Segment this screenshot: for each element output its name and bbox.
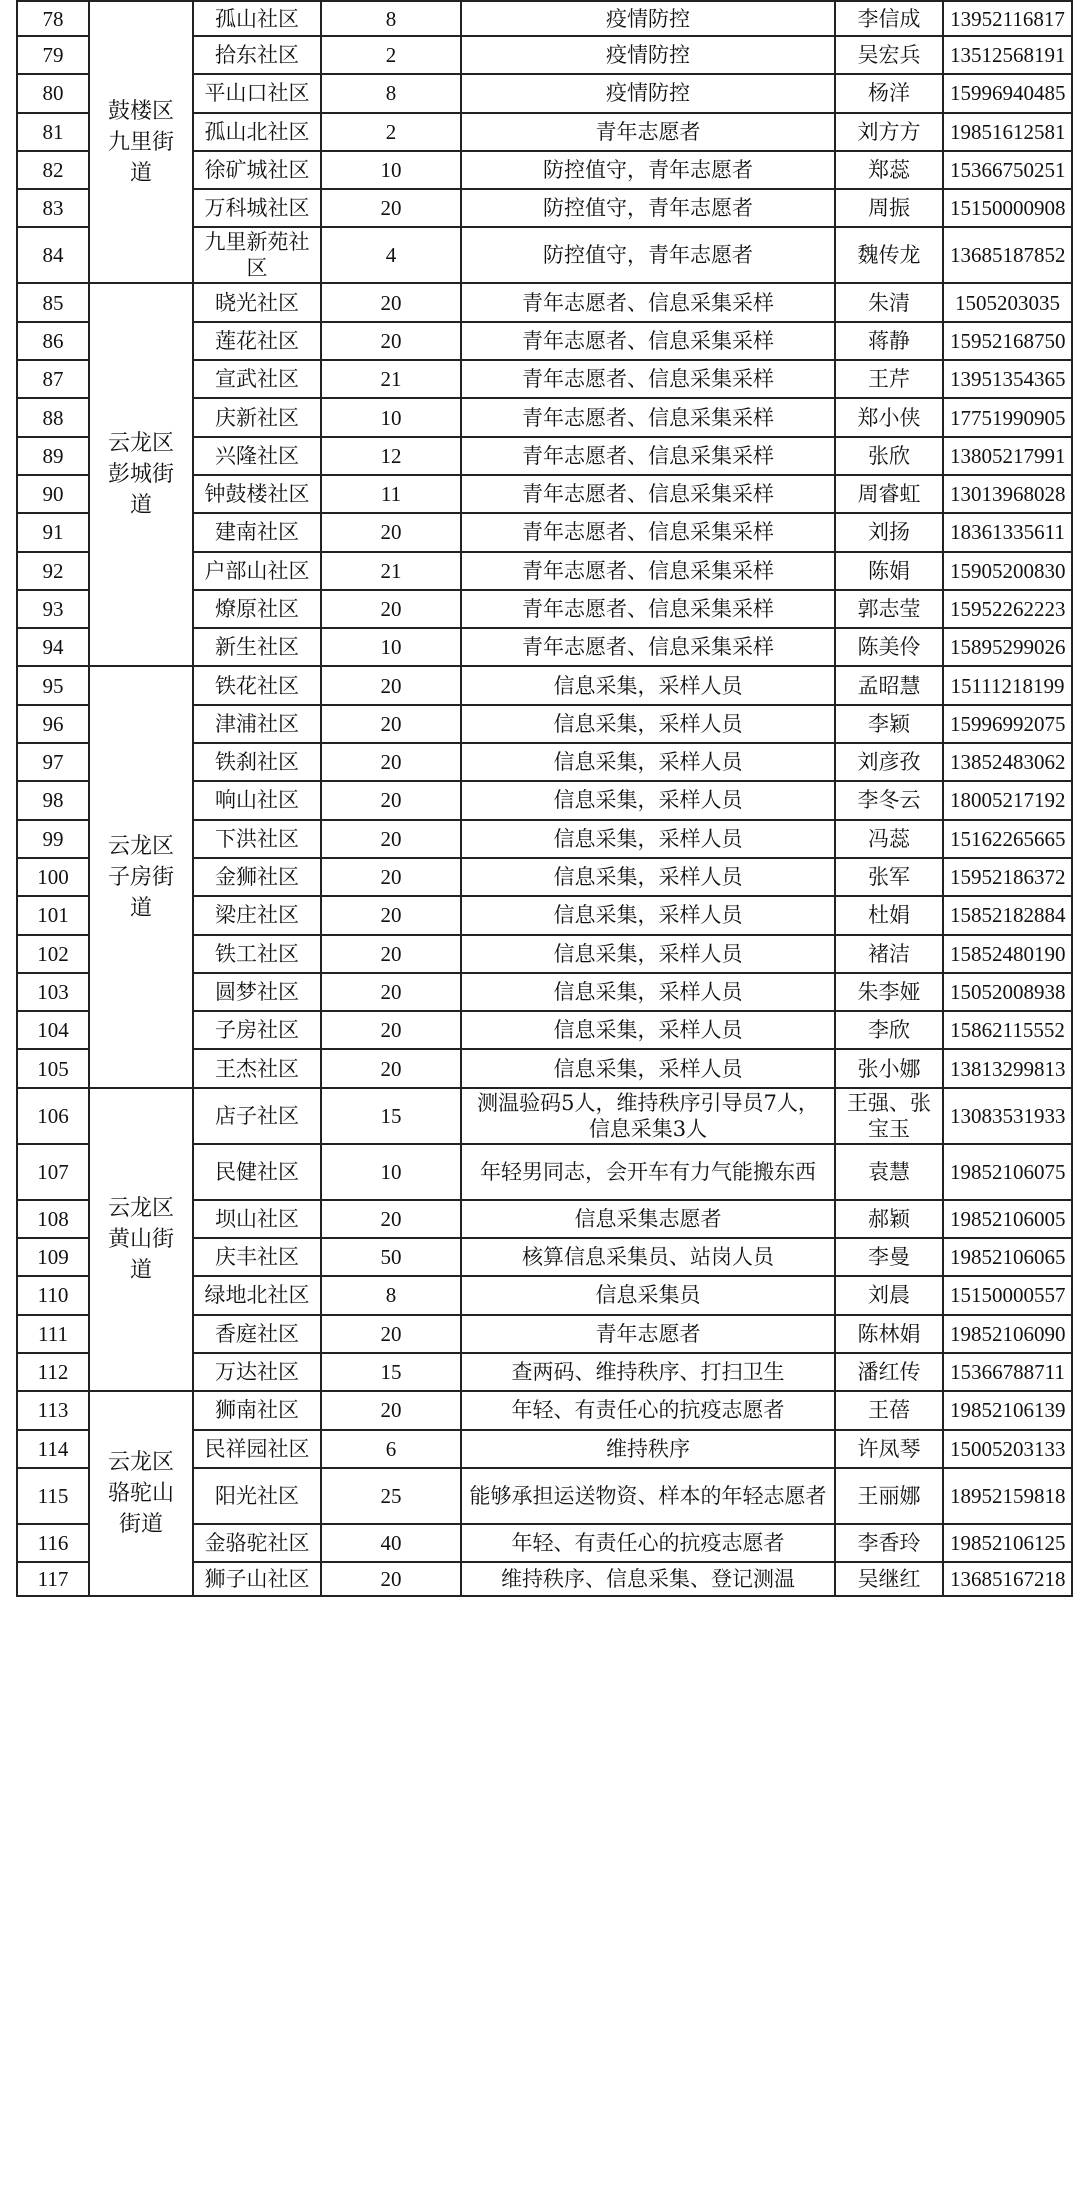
contact-cell: 李曼 [835, 1238, 943, 1276]
phone-cell: 15366750251 [943, 151, 1072, 189]
task-cell: 青年志愿者 [461, 1315, 835, 1353]
phone-cell: 13805217991 [943, 437, 1072, 475]
row-number: 95 [17, 666, 89, 704]
contact-cell: 王蓓 [835, 1391, 943, 1429]
row-number: 85 [17, 283, 89, 321]
count-cell: 10 [321, 151, 461, 189]
community-cell: 绿地北社区 [193, 1276, 321, 1314]
row-number: 107 [17, 1144, 89, 1200]
count-cell: 20 [321, 513, 461, 551]
contact-cell: 刘晨 [835, 1276, 943, 1314]
contact-cell: 郑小侠 [835, 398, 943, 436]
row-number: 105 [17, 1049, 89, 1087]
contact-cell: 杜娟 [835, 896, 943, 934]
count-cell: 25 [321, 1468, 461, 1524]
task-cell: 信息采集，采样人员 [461, 781, 835, 819]
task-cell: 维持秩序 [461, 1430, 835, 1468]
task-cell: 信息采集，采样人员 [461, 705, 835, 743]
contact-cell: 王芹 [835, 360, 943, 398]
row-number: 103 [17, 973, 89, 1011]
community-cell: 平山口社区 [193, 74, 321, 112]
contact-cell: 吴宏兵 [835, 36, 943, 74]
count-cell: 10 [321, 398, 461, 436]
row-number: 114 [17, 1430, 89, 1468]
phone-cell: 13952116817 [943, 1, 1072, 36]
task-cell: 年轻男同志，会开车有力气能搬东西 [461, 1144, 835, 1200]
contact-cell: 郭志莹 [835, 590, 943, 628]
contact-cell: 李冬云 [835, 781, 943, 819]
community-cell: 新生社区 [193, 628, 321, 666]
task-cell: 维持秩序、信息采集、登记测温 [461, 1562, 835, 1596]
contact-cell: 袁慧 [835, 1144, 943, 1200]
table-body [17, 1, 1072, 1596]
row-number: 108 [17, 1200, 89, 1238]
community-cell: 梁庄社区 [193, 896, 321, 934]
task-cell: 信息采集，采样人员 [461, 858, 835, 896]
contact-cell: 李信成 [835, 1, 943, 36]
phone-cell: 13685187852 [943, 227, 1072, 283]
community-cell: 坝山社区 [193, 1200, 321, 1238]
task-cell: 年轻、有责任心的抗疫志愿者 [461, 1391, 835, 1429]
count-cell: 8 [321, 1, 461, 36]
task-cell: 防控值守，青年志愿者 [461, 227, 835, 283]
contact-cell: 张军 [835, 858, 943, 896]
task-cell: 疫情防控 [461, 1, 835, 36]
phone-cell: 15952186372 [943, 858, 1072, 896]
row-number: 88 [17, 398, 89, 436]
count-cell: 10 [321, 628, 461, 666]
row-number: 92 [17, 552, 89, 590]
row-number: 96 [17, 705, 89, 743]
contact-cell: 陈林娟 [835, 1315, 943, 1353]
row-number: 94 [17, 628, 89, 666]
row-number: 102 [17, 935, 89, 973]
row-number: 97 [17, 743, 89, 781]
task-cell: 能够承担运送物资、样本的年轻志愿者 [461, 1468, 835, 1524]
community-cell: 兴隆社区 [193, 437, 321, 475]
volunteer-table [16, 0, 1073, 1597]
contact-cell: 杨洋 [835, 74, 943, 112]
count-cell: 21 [321, 360, 461, 398]
community-cell: 户部山社区 [193, 552, 321, 590]
contact-cell: 冯蕊 [835, 820, 943, 858]
count-cell: 12 [321, 437, 461, 475]
phone-cell: 13852483062 [943, 743, 1072, 781]
task-cell: 青年志愿者、信息采集采样 [461, 398, 835, 436]
phone-cell: 15150000908 [943, 189, 1072, 227]
count-cell: 50 [321, 1238, 461, 1276]
community-cell: 莲花社区 [193, 322, 321, 360]
task-cell: 青年志愿者 [461, 113, 835, 151]
contact-cell: 李颖 [835, 705, 943, 743]
count-cell: 20 [321, 705, 461, 743]
row-number: 115 [17, 1468, 89, 1524]
phone-cell: 13083531933 [943, 1088, 1072, 1144]
phone-cell: 19852106005 [943, 1200, 1072, 1238]
row-number: 89 [17, 437, 89, 475]
count-cell: 20 [321, 1315, 461, 1353]
contact-cell: 刘扬 [835, 513, 943, 551]
task-cell: 青年志愿者、信息采集采样 [461, 360, 835, 398]
row-number: 99 [17, 820, 89, 858]
community-cell: 下洪社区 [193, 820, 321, 858]
community-cell: 万科城社区 [193, 189, 321, 227]
contact-cell: 刘彦孜 [835, 743, 943, 781]
task-cell: 信息采集，采样人员 [461, 820, 835, 858]
street-cell: 云龙区骆驼山街道 [89, 1391, 193, 1596]
task-cell: 信息采集员 [461, 1276, 835, 1314]
count-cell: 20 [321, 590, 461, 628]
community-cell: 庆新社区 [193, 398, 321, 436]
community-cell: 子房社区 [193, 1011, 321, 1049]
row-number: 104 [17, 1011, 89, 1049]
row-number: 98 [17, 781, 89, 819]
phone-cell: 13512568191 [943, 36, 1072, 74]
row-number: 80 [17, 74, 89, 112]
contact-cell: 张欣 [835, 437, 943, 475]
row-number: 82 [17, 151, 89, 189]
community-cell: 九里新苑社区 [193, 227, 321, 283]
task-cell: 核算信息采集员、站岗人员 [461, 1238, 835, 1276]
count-cell: 20 [321, 189, 461, 227]
community-cell: 香庭社区 [193, 1315, 321, 1353]
community-cell: 金骆驼社区 [193, 1524, 321, 1562]
task-cell: 防控值守，青年志愿者 [461, 151, 835, 189]
street-cell: 云龙区彭城街道 [89, 283, 193, 666]
community-cell: 圆梦社区 [193, 973, 321, 1011]
row-number: 84 [17, 227, 89, 283]
phone-cell: 15852182884 [943, 896, 1072, 934]
phone-cell: 19851612581 [943, 113, 1072, 151]
contact-cell: 潘红传 [835, 1353, 943, 1391]
contact-cell: 许凤琴 [835, 1430, 943, 1468]
count-cell: 20 [321, 1011, 461, 1049]
task-cell: 年轻、有责任心的抗疫志愿者 [461, 1524, 835, 1562]
contact-cell: 朱李娅 [835, 973, 943, 1011]
contact-cell: 孟昭慧 [835, 666, 943, 704]
phone-cell: 15862115552 [943, 1011, 1072, 1049]
count-cell: 20 [321, 935, 461, 973]
phone-cell: 15005203133 [943, 1430, 1072, 1468]
contact-cell: 魏传龙 [835, 227, 943, 283]
table-row [17, 1, 1072, 36]
row-number: 113 [17, 1391, 89, 1429]
count-cell: 40 [321, 1524, 461, 1562]
community-cell: 建南社区 [193, 513, 321, 551]
community-cell: 徐矿城社区 [193, 151, 321, 189]
street-cell: 鼓楼区九里街道 [89, 1, 193, 283]
contact-cell: 吴继红 [835, 1562, 943, 1596]
community-cell: 燎原社区 [193, 590, 321, 628]
task-cell: 青年志愿者、信息采集采样 [461, 283, 835, 321]
phone-cell: 13013968028 [943, 475, 1072, 513]
row-number: 111 [17, 1315, 89, 1353]
row-number: 116 [17, 1524, 89, 1562]
community-cell: 万达社区 [193, 1353, 321, 1391]
phone-cell: 15996992075 [943, 705, 1072, 743]
row-number: 109 [17, 1238, 89, 1276]
count-cell: 8 [321, 74, 461, 112]
phone-cell: 15905200830 [943, 552, 1072, 590]
task-cell: 青年志愿者、信息采集采样 [461, 475, 835, 513]
row-number: 112 [17, 1353, 89, 1391]
row-number: 106 [17, 1088, 89, 1144]
count-cell: 6 [321, 1430, 461, 1468]
community-cell: 宣武社区 [193, 360, 321, 398]
row-number: 117 [17, 1562, 89, 1596]
contact-cell: 周睿虹 [835, 475, 943, 513]
community-cell: 孤山社区 [193, 1, 321, 36]
count-cell: 20 [321, 781, 461, 819]
task-cell: 青年志愿者、信息采集采样 [461, 513, 835, 551]
community-cell: 铁工社区 [193, 935, 321, 973]
phone-cell: 15366788711 [943, 1353, 1072, 1391]
contact-cell: 蒋静 [835, 322, 943, 360]
row-number: 110 [17, 1276, 89, 1314]
row-number: 87 [17, 360, 89, 398]
count-cell: 20 [321, 1200, 461, 1238]
count-cell: 20 [321, 896, 461, 934]
count-cell: 10 [321, 1144, 461, 1200]
table-row [17, 1391, 1072, 1429]
row-number: 100 [17, 858, 89, 896]
row-number: 83 [17, 189, 89, 227]
phone-cell: 15952262223 [943, 590, 1072, 628]
count-cell: 2 [321, 113, 461, 151]
phone-cell: 17751990905 [943, 398, 1072, 436]
street-cell: 云龙区子房街道 [89, 666, 193, 1087]
task-cell: 信息采集志愿者 [461, 1200, 835, 1238]
task-cell: 信息采集，采样人员 [461, 896, 835, 934]
contact-cell: 郝颖 [835, 1200, 943, 1238]
count-cell: 20 [321, 973, 461, 1011]
contact-cell: 陈娟 [835, 552, 943, 590]
count-cell: 15 [321, 1353, 461, 1391]
phone-cell: 13951354365 [943, 360, 1072, 398]
count-cell: 20 [321, 858, 461, 896]
phone-cell: 19852106065 [943, 1238, 1072, 1276]
count-cell: 20 [321, 1049, 461, 1087]
phone-cell: 18952159818 [943, 1468, 1072, 1524]
row-number: 78 [17, 1, 89, 36]
phone-cell: 15111218199 [943, 666, 1072, 704]
community-cell: 王杰社区 [193, 1049, 321, 1087]
community-cell: 狮子山社区 [193, 1562, 321, 1596]
contact-cell: 周振 [835, 189, 943, 227]
task-cell: 信息采集，采样人员 [461, 666, 835, 704]
community-cell: 钟鼓楼社区 [193, 475, 321, 513]
row-number: 81 [17, 113, 89, 151]
task-cell: 信息采集，采样人员 [461, 743, 835, 781]
count-cell: 20 [321, 666, 461, 704]
count-cell: 20 [321, 1391, 461, 1429]
community-cell: 店子社区 [193, 1088, 321, 1144]
row-number: 79 [17, 36, 89, 74]
contact-cell: 褚洁 [835, 935, 943, 973]
phone-cell: 13685167218 [943, 1562, 1072, 1596]
count-cell: 8 [321, 1276, 461, 1314]
contact-cell: 张小娜 [835, 1049, 943, 1087]
community-cell: 庆丰社区 [193, 1238, 321, 1276]
task-cell: 信息采集，采样人员 [461, 1049, 835, 1087]
count-cell: 11 [321, 475, 461, 513]
community-cell: 铁花社区 [193, 666, 321, 704]
contact-cell: 朱清 [835, 283, 943, 321]
task-cell: 青年志愿者、信息采集采样 [461, 590, 835, 628]
table-row [17, 1088, 1072, 1144]
task-cell: 疫情防控 [461, 36, 835, 74]
task-cell: 青年志愿者、信息采集采样 [461, 437, 835, 475]
contact-cell: 李香玲 [835, 1524, 943, 1562]
community-cell: 阳光社区 [193, 1468, 321, 1524]
phone-cell: 15895299026 [943, 628, 1072, 666]
count-cell: 2 [321, 36, 461, 74]
contact-cell: 郑蕊 [835, 151, 943, 189]
phone-cell: 19852106139 [943, 1391, 1072, 1429]
phone-cell: 1505203035 [943, 283, 1072, 321]
community-cell: 民健社区 [193, 1144, 321, 1200]
row-number: 101 [17, 896, 89, 934]
count-cell: 20 [321, 743, 461, 781]
phone-cell: 19852106075 [943, 1144, 1072, 1200]
community-cell: 晓光社区 [193, 283, 321, 321]
contact-cell: 王强、张宝玉 [835, 1088, 943, 1144]
phone-cell: 15150000557 [943, 1276, 1072, 1314]
table-row [17, 666, 1072, 704]
count-cell: 20 [321, 283, 461, 321]
task-cell: 信息采集，采样人员 [461, 1011, 835, 1049]
contact-cell: 王丽娜 [835, 1468, 943, 1524]
task-cell: 信息采集，采样人员 [461, 973, 835, 1011]
task-cell: 信息采集，采样人员 [461, 935, 835, 973]
phone-cell: 15852480190 [943, 935, 1072, 973]
contact-cell: 陈美伶 [835, 628, 943, 666]
phone-cell: 15996940485 [943, 74, 1072, 112]
phone-cell: 19852106125 [943, 1524, 1072, 1562]
phone-cell: 19852106090 [943, 1315, 1072, 1353]
community-cell: 响山社区 [193, 781, 321, 819]
phone-cell: 15052008938 [943, 973, 1072, 1011]
community-cell: 拾东社区 [193, 36, 321, 74]
count-cell: 15 [321, 1088, 461, 1144]
count-cell: 20 [321, 820, 461, 858]
count-cell: 20 [321, 1562, 461, 1596]
row-number: 90 [17, 475, 89, 513]
community-cell: 金狮社区 [193, 858, 321, 896]
community-cell: 狮南社区 [193, 1391, 321, 1429]
contact-cell: 刘方方 [835, 113, 943, 151]
row-number: 86 [17, 322, 89, 360]
street-cell: 云龙区黄山街道 [89, 1088, 193, 1391]
phone-cell: 15952168750 [943, 322, 1072, 360]
table-row [17, 283, 1072, 321]
task-cell: 防控值守，青年志愿者 [461, 189, 835, 227]
contact-cell: 李欣 [835, 1011, 943, 1049]
task-cell: 测温验码5人，维持秩序引导员7人，信息采集3人 [461, 1088, 835, 1144]
count-cell: 20 [321, 322, 461, 360]
task-cell: 青年志愿者、信息采集采样 [461, 322, 835, 360]
phone-cell: 15162265665 [943, 820, 1072, 858]
community-cell: 孤山北社区 [193, 113, 321, 151]
community-cell: 民祥园社区 [193, 1430, 321, 1468]
phone-cell: 18005217192 [943, 781, 1072, 819]
task-cell: 查两码、维持秩序、打扫卫生 [461, 1353, 835, 1391]
community-cell: 津浦社区 [193, 705, 321, 743]
task-cell: 疫情防控 [461, 74, 835, 112]
task-cell: 青年志愿者、信息采集采样 [461, 628, 835, 666]
community-cell: 铁刹社区 [193, 743, 321, 781]
count-cell: 21 [321, 552, 461, 590]
row-number: 91 [17, 513, 89, 551]
task-cell: 青年志愿者、信息采集采样 [461, 552, 835, 590]
phone-cell: 13813299813 [943, 1049, 1072, 1087]
row-number: 93 [17, 590, 89, 628]
phone-cell: 18361335611 [943, 513, 1072, 551]
count-cell: 4 [321, 227, 461, 283]
